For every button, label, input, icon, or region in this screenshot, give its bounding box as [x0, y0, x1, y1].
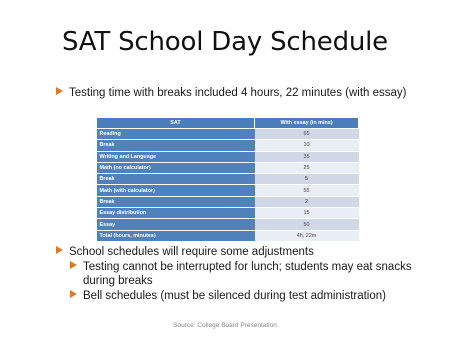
bullet-text: Testing cannot be interrupted for lunch; students may eat snacks	[83, 261, 412, 273]
table-cell-label: Essay distribution	[97, 208, 255, 219]
sub-bullet-bells	[70, 289, 386, 303]
table-row	[97, 129, 359, 140]
table-cell-value: 10	[255, 140, 359, 151]
table-cell-label: Break	[97, 140, 255, 151]
table-cell-value: 35	[255, 151, 359, 162]
table-cell-label: Total (hours, minutes)	[97, 230, 255, 241]
arrow-bullet-icon	[70, 290, 77, 298]
bullet-school-schedules	[56, 245, 314, 259]
arrow-bullet-icon	[56, 246, 63, 254]
sub-bullet-lunch	[70, 260, 412, 274]
table-row	[97, 140, 359, 151]
slide-title: SAT School Day Schedule	[62, 27, 388, 57]
table-cell-value: 55	[255, 185, 359, 196]
table-cell-value: 50	[255, 219, 359, 230]
arrow-bullet-icon	[56, 87, 63, 95]
table-cell-label: Break	[97, 196, 255, 207]
table-header-essay: With essay (in mins)	[255, 118, 359, 129]
arrow-bullet-icon	[70, 261, 77, 269]
table-row	[97, 230, 359, 241]
sub-bullet-lunch-continued: during breaks	[83, 275, 153, 287]
bullet-text: Testing time with breaks included 4 hours, 22 minutes (with essay)	[69, 87, 407, 99]
table-row	[97, 185, 359, 196]
table-cell-label: Math (no calculator)	[97, 162, 255, 173]
schedule-table	[96, 117, 359, 242]
bullet-text: Bell schedules (must be silenced during test administration)	[83, 290, 386, 302]
table-cell-label: Essay	[97, 219, 255, 230]
table-row	[97, 151, 359, 162]
table-header-sat: SAT	[97, 118, 255, 129]
source-caption: Source: College Board Presentation	[173, 322, 277, 329]
table-cell-value: 65	[255, 129, 359, 140]
table-row	[97, 174, 359, 185]
table-cell-value: 5	[255, 174, 359, 185]
table-row	[97, 196, 359, 207]
table-cell-label: Writing and Language	[97, 151, 255, 162]
table-cell-value: 2	[255, 196, 359, 207]
table-cell-label: Math (with calculator)	[97, 185, 255, 196]
bullet-testing-time	[56, 86, 407, 100]
table-row	[97, 162, 359, 173]
table-cell-value: 15	[255, 208, 359, 219]
table-cell-label: Break	[97, 174, 255, 185]
table-cell-label: Reading	[97, 129, 255, 140]
table-header-row	[97, 118, 359, 129]
table-cell-value: 4h, 22m	[255, 230, 359, 241]
table-cell-value: 25	[255, 162, 359, 173]
table-row	[97, 219, 359, 230]
table-row	[97, 208, 359, 219]
bullet-text: School schedules will require some adjustments	[69, 246, 314, 258]
